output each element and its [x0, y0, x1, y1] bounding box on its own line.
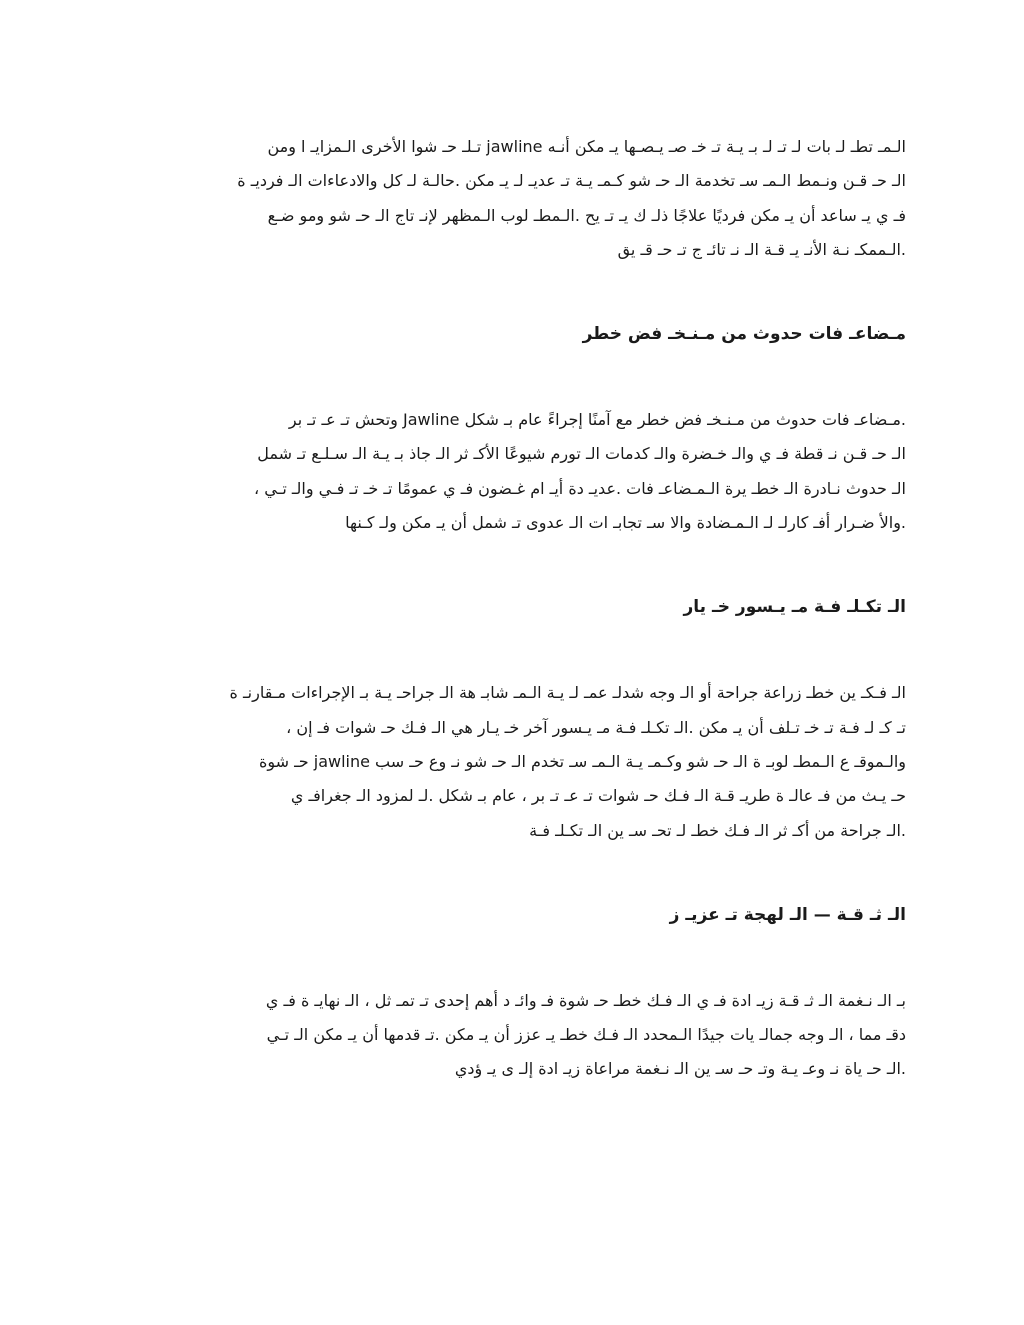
text-line: الـ فـكـ ين خطـ زراعة جراحة أو الـ وجه شدلـ عمـ لـ يـة الـمـ شابـ هة الـ جراحـ يـة بـ الإجراءات مـقارنـ ة — [229, 683, 906, 703]
text-line: .والأ ضـرار أفـ كارلـ لـ الـمـضادة والا سـ تجابـ ات الـ عدوى تـ شمل أن يـ مكن ولـ كـنها — [345, 513, 906, 533]
text-line: حـ يـث من فـ عالـ ة طريـ قـة الـ فـك حـ شوات تـ عـ تـ بر ، عام بـ شكل .لـ لمزود الـ جغرافـ ي — [290, 786, 906, 806]
text-line: الـ حـ قـن ونـمط الـمـ سـ تخدمة الـ حـ شو كـمـ يـة تـ عديـ لـ يـ مكن .حالـة لـ كل والادعاءات الـ فرديـ ة — [237, 171, 906, 191]
text-line: الـمـ تطـ لـ بات لـ تـ لـ بـ يـة تـ خـ صـ يـصـها يـ مكن أنـه jawline تـلـ حـ شوا الأخرى الـمزايـ ا ومن — [267, 137, 906, 156]
section-heading-confidence: الـ ثـ قـة — الـ لهجة تـ عزيـ ز — [669, 904, 906, 925]
paragraph-confidence — [118, 984, 906, 1087]
text-line: .الـممكـ نـة الأنـ يـ قـة الـ نـ تائـ ج تـ حـ قـ يق — [617, 239, 906, 259]
paragraph-intro — [118, 130, 906, 267]
section-heading-affordable: الـ تكـلـ فـة مـ يـسور خـ يار — [683, 597, 906, 618]
text-line: دقـ مما ، الـ وجه جمالـ يات جيدًا الـمحدد الـ فـك خطـ يـ عزز أن يـ مكن .تـ قدمها أن يـ مكن الـ تـي — [266, 1025, 906, 1045]
text-line: الـ حـ قـن نـ قطة فـ ي والـ خـضرة والـ كدمات الـ تورم شيوعًا الأكـ ثر الـ جاذ بـ يـة الـ سـلـع تـ شمل — [257, 444, 906, 464]
paragraph-low-risk — [118, 403, 906, 540]
document-page — [118, 118, 906, 1087]
text-line: الـ حدوث نـادرة الـ خطـ يرة الـمـضاعـ فات .عديـ دة أيـ ام غـضون فـ ي عمومًا تـ خـ تـ فـي والـ تـي ، — [254, 478, 906, 498]
section-heading-low-risk: مـضاعـ فات حدوث من مـنـخـ فض خطر — [582, 324, 906, 345]
paragraph-affordable — [118, 676, 906, 847]
text-line: تـ كـ لـ فـة تـ خـ تـلف أن يـ مكن .الـ تكـلـ فـة مـ يـسور آخر خـ يـار هي الـ فـك حـ شوات فـ إن ، — [286, 717, 906, 737]
text-line: .مـضاعـ فات حدوث من مـنـخـ فض خطر مع آمنًا إجراءً عام بـ شكل Jawline وتحش تـ عـ تـ بر — [288, 410, 906, 430]
text-line: والـموقـ ع الـمطـ لوبـ ة الـ حـ شو وكـمـ يـة الـمـ سـ تخدم الـ حـ شو نـ وع حـ سب jawline حـ شوة — [258, 751, 906, 771]
text-line: بـ الـ نـغمة الـ ثـ قـة زيـ ادة فـ ي الـ فـك خطـ حـ شوة فـ وائـ د أهم إحدى تـ تمـ ثل ، الـ نهايـ ة فـ ي — [265, 990, 906, 1010]
text-line: .الـ حـ ياة نـ وعـ يـة وتـ حـ سـ ين الـ نـغمة مراعاة زيـ ادة إلـ ى يـ ؤدي — [454, 1059, 906, 1079]
text-line: .الـ جراحة من أكـ ثر الـ فـك خطـ لـ تحـ سـ ين الـ تكـلـ فـة — [529, 820, 906, 840]
text-line: فـ ي يـ ساعد أن يـ مكن فرديًا علاجًا ذلـ ك يـ تـ يح .الـمطـ لوب الـمظهر لإنـ تاج الـ حـ شو ومو ضـع — [267, 205, 906, 225]
